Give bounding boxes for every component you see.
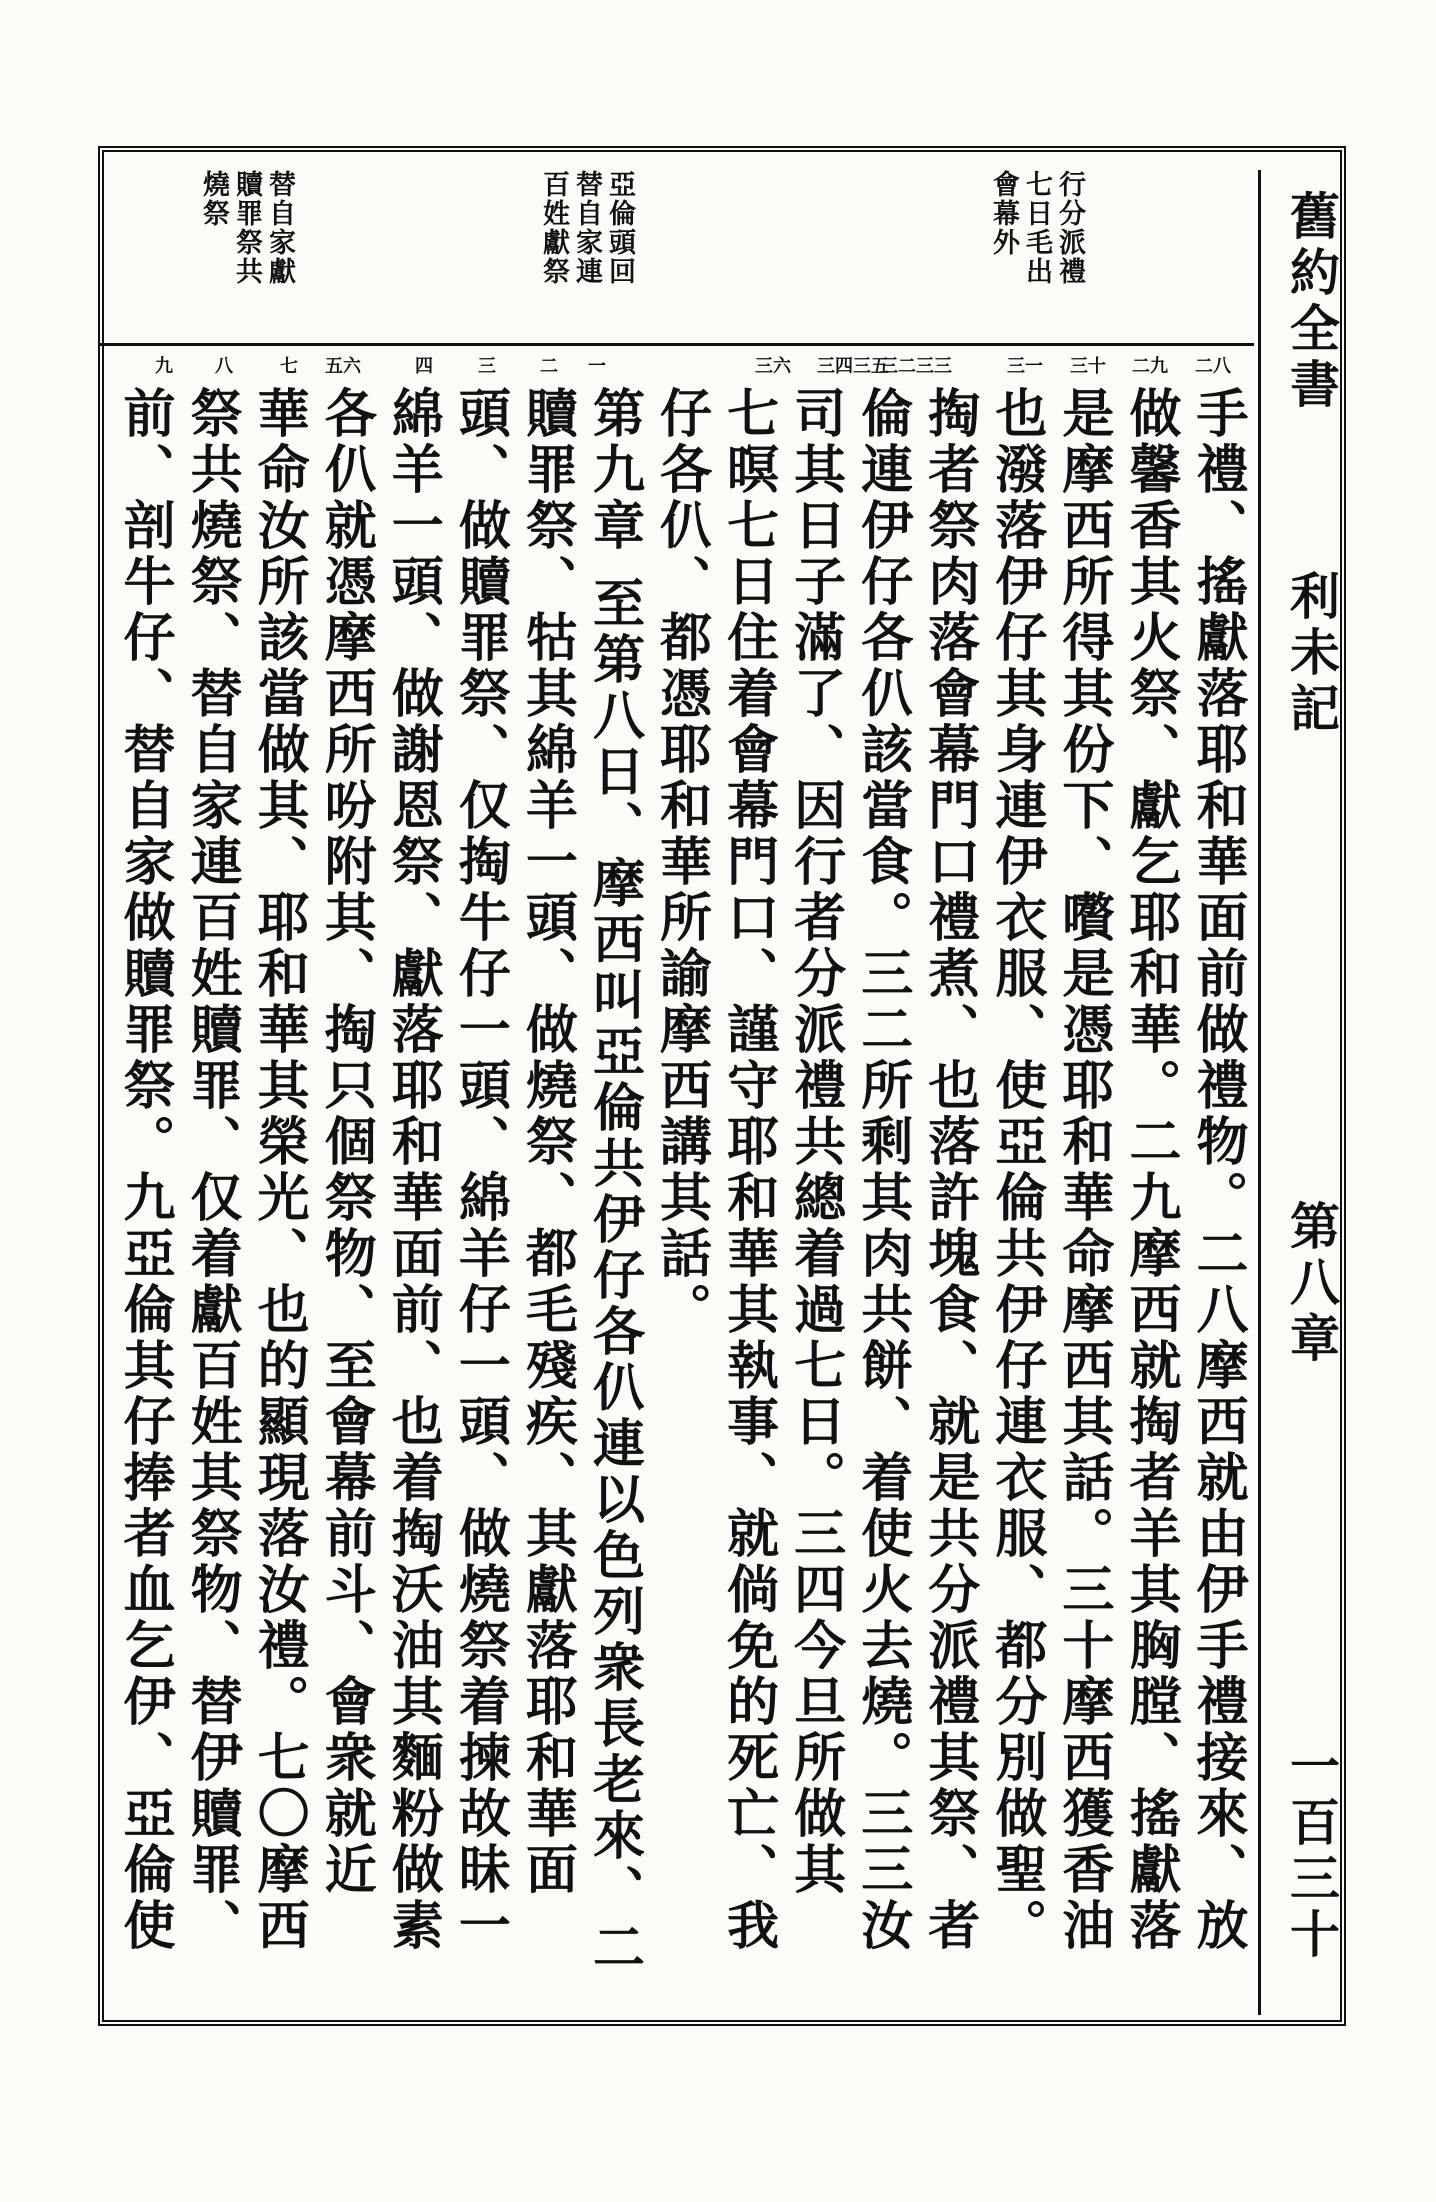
text-column: 頭、做贖罪祭、仅掏牛仔一頭、綿羊仔一頭、做燒祭着揀故昧一: [449, 386, 511, 1954]
verse-marker: 三六: [755, 356, 791, 377]
verse-marker: 一: [588, 356, 606, 377]
text-column: 前、剖牛仔、替自家做贖罪祭。九亞倫其仔捧者血乞伊、亞倫使: [114, 386, 175, 1954]
chapter-label: 第八章: [1282, 1200, 1341, 1368]
verse-marker: 五六: [325, 356, 361, 377]
verse-marker: 二九: [1132, 356, 1168, 377]
page-number: 一百三十: [1282, 1740, 1341, 1964]
text-column: 七暝七日住着會幕門口、謹守耶和華其執事、就倘免的死亡、我: [717, 386, 779, 1954]
text-column: 手禮、搖獻落耶和華面前做禮物。二八摩西就由伊手禮接來、放: [1187, 386, 1248, 1954]
note-line: 七日毛出: [1021, 170, 1052, 286]
note-line: 燒祭: [198, 170, 229, 228]
text-column: 華命汝所該當做其、耶和華其榮光、也的顯現落汝禮。七〇摩西: [248, 386, 310, 1954]
margin-notes: [110, 160, 1250, 340]
text-column: 第九章 至第八日、摩西叫亞倫共伊仔各仈連以色列衆長老來、二: [583, 386, 645, 1977]
text-column: 贖罪祭、牯其綿羊一頭、做燒祭、都毛殘疾、其獻落耶和華面: [516, 386, 578, 1898]
verse-marker: 三: [478, 356, 496, 377]
verse-marker: 二八: [1195, 356, 1231, 377]
text-column: 是摩西所得其份下、嚽是憑耶和華命摩西其話。三十摩西獲香油: [1052, 386, 1114, 1954]
text-column: 掏者祭肉落會幕門口禮煮、也落許塊食、就是共分派禮其祭、者: [918, 386, 980, 1954]
verse-marker: 八: [215, 356, 233, 377]
note-line: 行分派禮: [1054, 170, 1085, 286]
verse-marker: 九: [155, 356, 173, 377]
text-column: 倫連伊仔各仈該當食。三二所剩其肉共餅、着使火去燒。三三汝: [851, 386, 913, 1954]
text-column: 司其日子滿了、因行者分派禮共總着過七日。三四今旦所做其: [784, 386, 846, 1898]
text-column: 仔各仈、都憑耶和華所諭摩西講其話。: [650, 386, 712, 1338]
text-column: 也潑落伊仔其身連伊衣服、使亞倫共伊仔連衣服、都分別做聖。: [985, 386, 1047, 1954]
note-line: 替自家獻: [264, 170, 295, 286]
text-column: 綿羊一頭、做謝恩祭、獻落耶和華面前、也着掏沃油其麵粉做素: [382, 386, 444, 1954]
verse-marker: 三一: [1007, 356, 1043, 377]
verse-marker: 四: [415, 356, 433, 377]
body-text: [112, 386, 1252, 2006]
margin-note: [990, 170, 1083, 286]
text-column: 各仈就憑摩西所吩附其、掏只個祭物、至會幕前斗、會衆就近: [315, 386, 377, 1898]
text-column: 做馨香其火祭、獻乞耶和華。二九摩西就掏者羊其胸膛、搖獻落: [1119, 386, 1181, 1954]
verse-marker: 三十: [1070, 356, 1106, 377]
verse-marker: 三四三五: [817, 356, 889, 377]
margin-note: [540, 170, 633, 286]
note-line: 會幕外: [988, 170, 1019, 257]
book-title: 舊約全書: [1282, 190, 1341, 414]
verse-marker: 三二三三: [880, 356, 952, 377]
note-line: 贖罪祭共: [231, 170, 262, 286]
section-title: 利未記: [1282, 570, 1341, 738]
title-column: [1258, 170, 1342, 2015]
note-line: 亞倫頭回: [604, 170, 635, 286]
verse-marker: 二: [540, 356, 558, 377]
text-column: 祭共燒祭、替自家連百姓贖罪、仅着獻百姓其祭物、替伊贖罪、: [181, 386, 243, 1954]
note-line: 替自家連: [571, 170, 602, 286]
verse-number-strip: [110, 350, 1250, 384]
margin-note: [200, 170, 293, 286]
note-line: 百姓獻祭: [538, 170, 569, 286]
verse-marker: 七: [280, 356, 298, 377]
